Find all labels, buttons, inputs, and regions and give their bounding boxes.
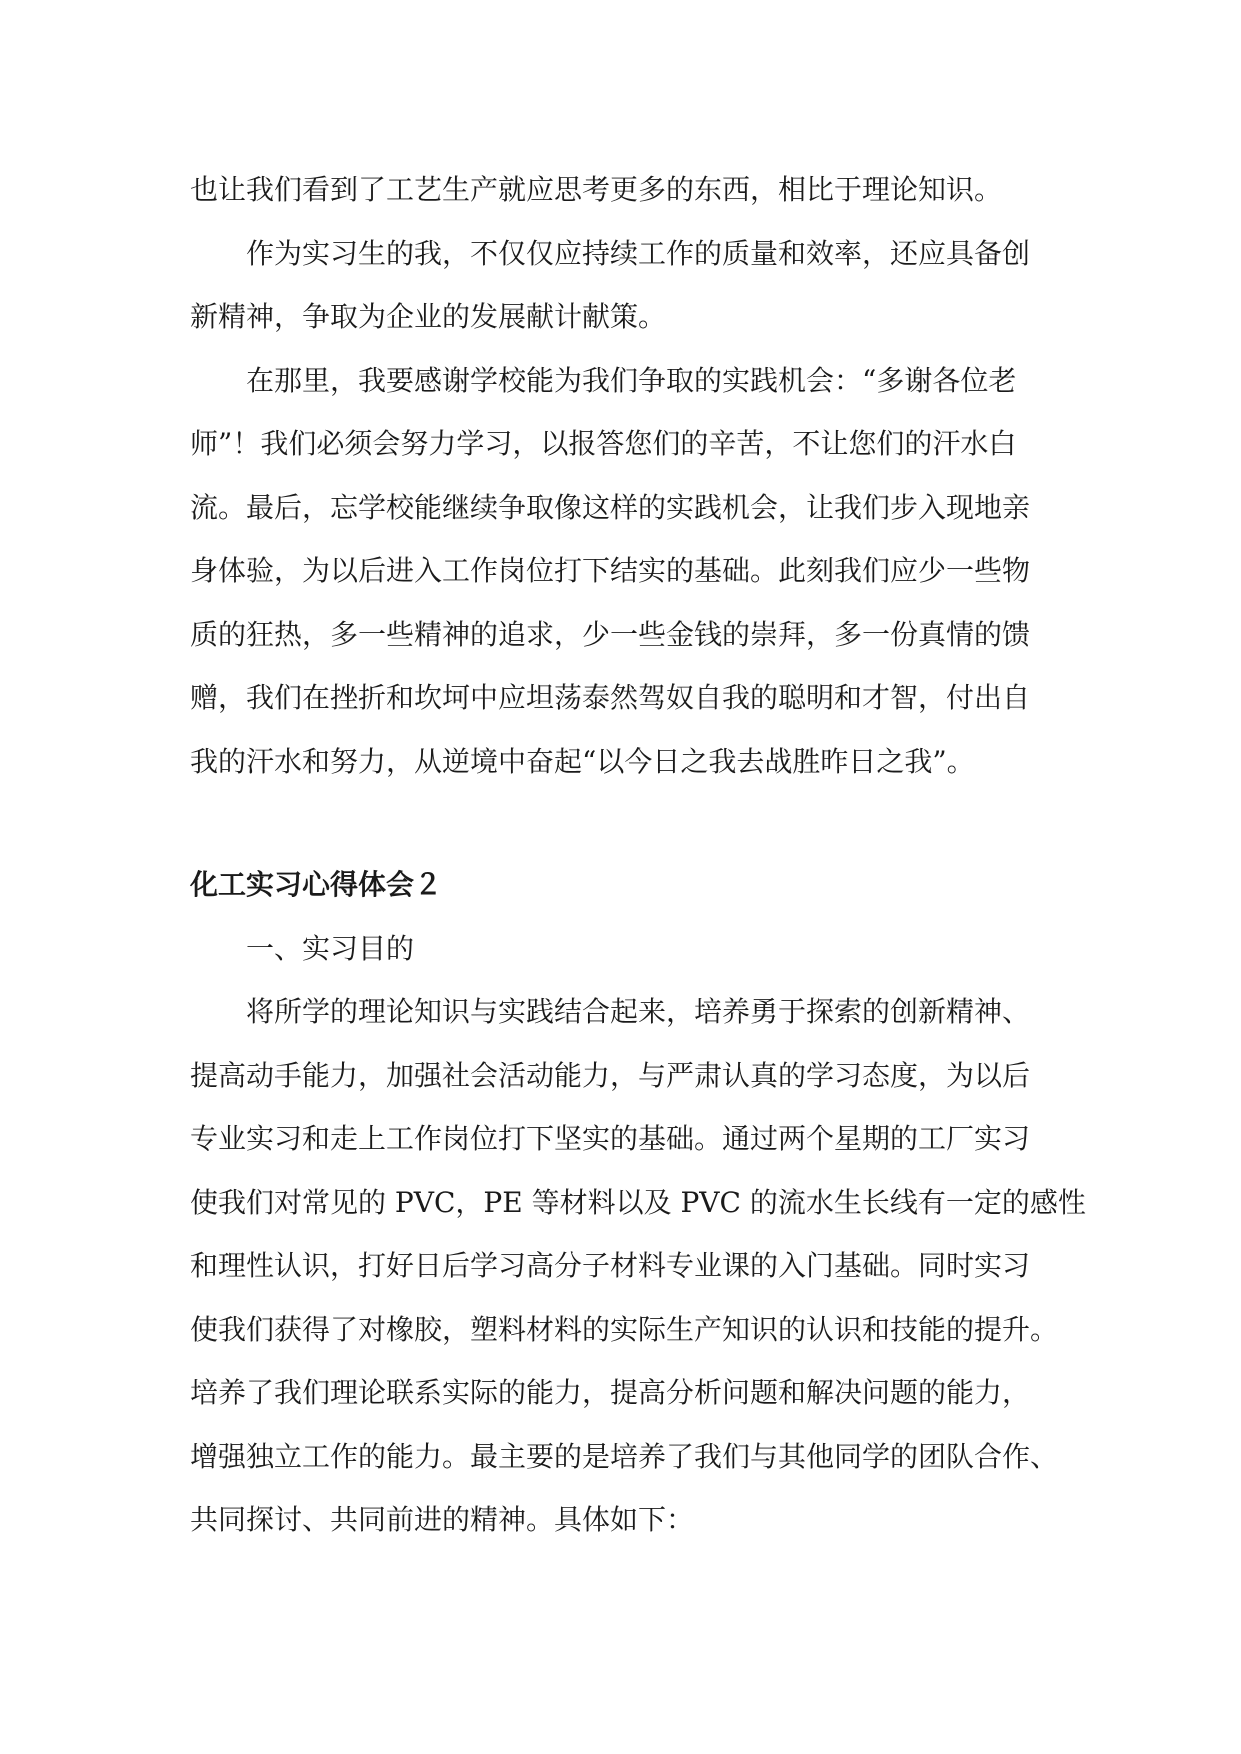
text-line: 我的汗水和努力，从逆境中奋起“以今日之我去战胜昨日之我”。 (190, 744, 975, 778)
subsection-title: 一、实习目的 (246, 931, 415, 965)
text-line: 培养了我们理论联系实际的能力，提高分析问题和解决问题的能力， (190, 1376, 1031, 1409)
text-line: 将所学的理论知识与实践结合起来，培养勇于探索的创新精神、 (246, 995, 1031, 1028)
text-line: 新精神，争取为企业的发展献计献策。 (190, 300, 667, 333)
text-line: 共同探讨、共同前进的精神。具体如下： (190, 1503, 695, 1536)
text-line: 师”！我们必须会努力学习，以报答您们的辛苦，不让您们的汗水白 (190, 427, 1017, 460)
text-line: 作为实习生的我，不仅仅应持续工作的质量和效率，还应具备创 (246, 236, 1031, 270)
section-title: 化工实习心得体会２ (190, 868, 443, 901)
text-line: 使我们获得了对橡胶，塑料材料的实际生产知识的认识和技能的提升。 (190, 1312, 1059, 1346)
text-line: 增强独立工作的能力。最主要的是培养了我们与其他同学的团队合作、 (190, 1439, 1059, 1473)
text-line: 身体验，为以后进入工作岗位打下结实的基础。此刻我们应少一些物 (190, 554, 1031, 587)
paragraph-4 (190, 980, 1086, 1552)
text-line: 也让我们看到了工艺生产就应思考更多的东西，相比于理论知识。 (190, 173, 1003, 206)
text-line: 和理性认识，打好日后学习高分子材料专业课的入门基础。同时实习 (190, 1249, 1031, 1282)
paragraph-2 (190, 222, 1052, 349)
text-line: 流。最后，忘学校能继续争取像这样的实践机会，让我们步入现地亲 (190, 490, 1031, 524)
text-line: 质的狂热，多一些精神的追求，少一些金钱的崇拜，多一份真情的馈 (190, 617, 1031, 651)
text-line: 专业实习和走上工作岗位打下坚实的基础。通过两个星期的工厂实习 (190, 1122, 1031, 1155)
text-line: 在那里，我要感谢学校能为我们争取的实践机会：“多谢各位老 (246, 363, 1017, 397)
text-line: 赠，我们在挫折和坎坷中应坦荡泰然驾奴自我的聪明和才智，付出自 (190, 681, 1031, 714)
paragraph-1 (190, 158, 1052, 222)
section-spacer (190, 793, 1052, 853)
text-line: 使我们对常见的 PVC，PE 等材料以及 PVC 的流水生长线有一定的感性 (190, 1185, 1086, 1219)
document-page (190, 158, 1086, 1552)
text-line: 提高动手能力，加强社会活动能力，与严肃认真的学习态度，为以后 (190, 1058, 1031, 1092)
paragraph-3 (190, 349, 1052, 794)
